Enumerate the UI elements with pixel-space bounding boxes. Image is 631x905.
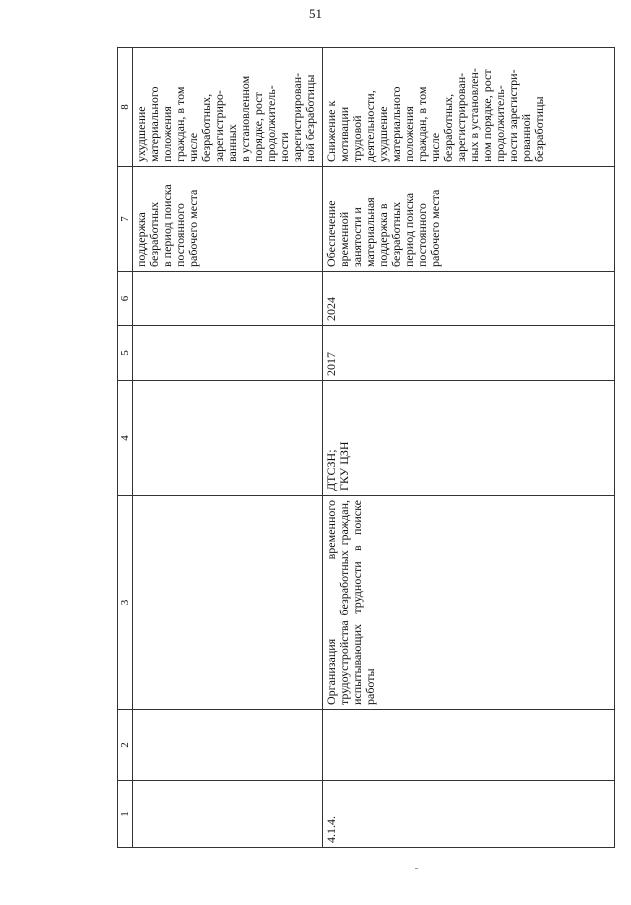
header-cell-2: 2 [118, 710, 133, 781]
scan-mark [415, 868, 418, 869]
header-cell-8: 8 [118, 48, 133, 167]
header-cell-7: 7 [118, 167, 133, 272]
measures-table [117, 47, 615, 848]
table-header-row [118, 48, 133, 848]
cell-col2 [323, 710, 615, 781]
header-cell-4: 4 [118, 381, 133, 496]
table-row-continuation [133, 48, 323, 848]
cell-empty [133, 381, 323, 496]
cell-empty [133, 496, 323, 710]
header-cell-6: 6 [118, 272, 133, 326]
header-cell-1: 1 [118, 781, 133, 848]
page-number: 51 [309, 6, 322, 21]
cell-empty [133, 710, 323, 781]
header-cell-5: 5 [118, 326, 133, 381]
cell-empty [133, 781, 323, 848]
cell-empty [133, 272, 323, 326]
table-row-4-1-4 [323, 48, 615, 848]
cell-item-number: 4.1.4. [323, 781, 615, 848]
cell-start-year: 2017 [323, 326, 615, 381]
cell-measure-name: Организация временного трудоустройства безработных граждан, испытывающих трудности в поиске работы [323, 496, 615, 710]
cell-end-year: 2024 [323, 272, 615, 326]
rotated-table [117, 48, 607, 848]
cell-consequence: Снижение к мотивации трудовой деятельности, ухудшение материального положения граждан, в том числе безработных, зарегистрирован- ных в установлен- ном порядке, рост продолжитель- ности зарегистри- рованной безработицы [323, 48, 615, 167]
cell-result: Обеспечение временной занятости и материальная поддержка в безработных период поиска постоянного рабочего места [323, 167, 615, 272]
header-cell-3: 3 [118, 496, 133, 710]
cell-empty [133, 326, 323, 381]
cell-executor: ДТСЗН; ГКУ ЦЗН [323, 381, 615, 496]
cell-risk-text: ухудшение материального положения граждан, в том числе безработных, зарегистриро- ванных в установленном порядке, рост продолжитель- ности зарегистрирован- ной безработицы [133, 48, 323, 167]
cell-support-text: поддержка безработных в период поиска постоянного рабочего места [133, 167, 323, 272]
